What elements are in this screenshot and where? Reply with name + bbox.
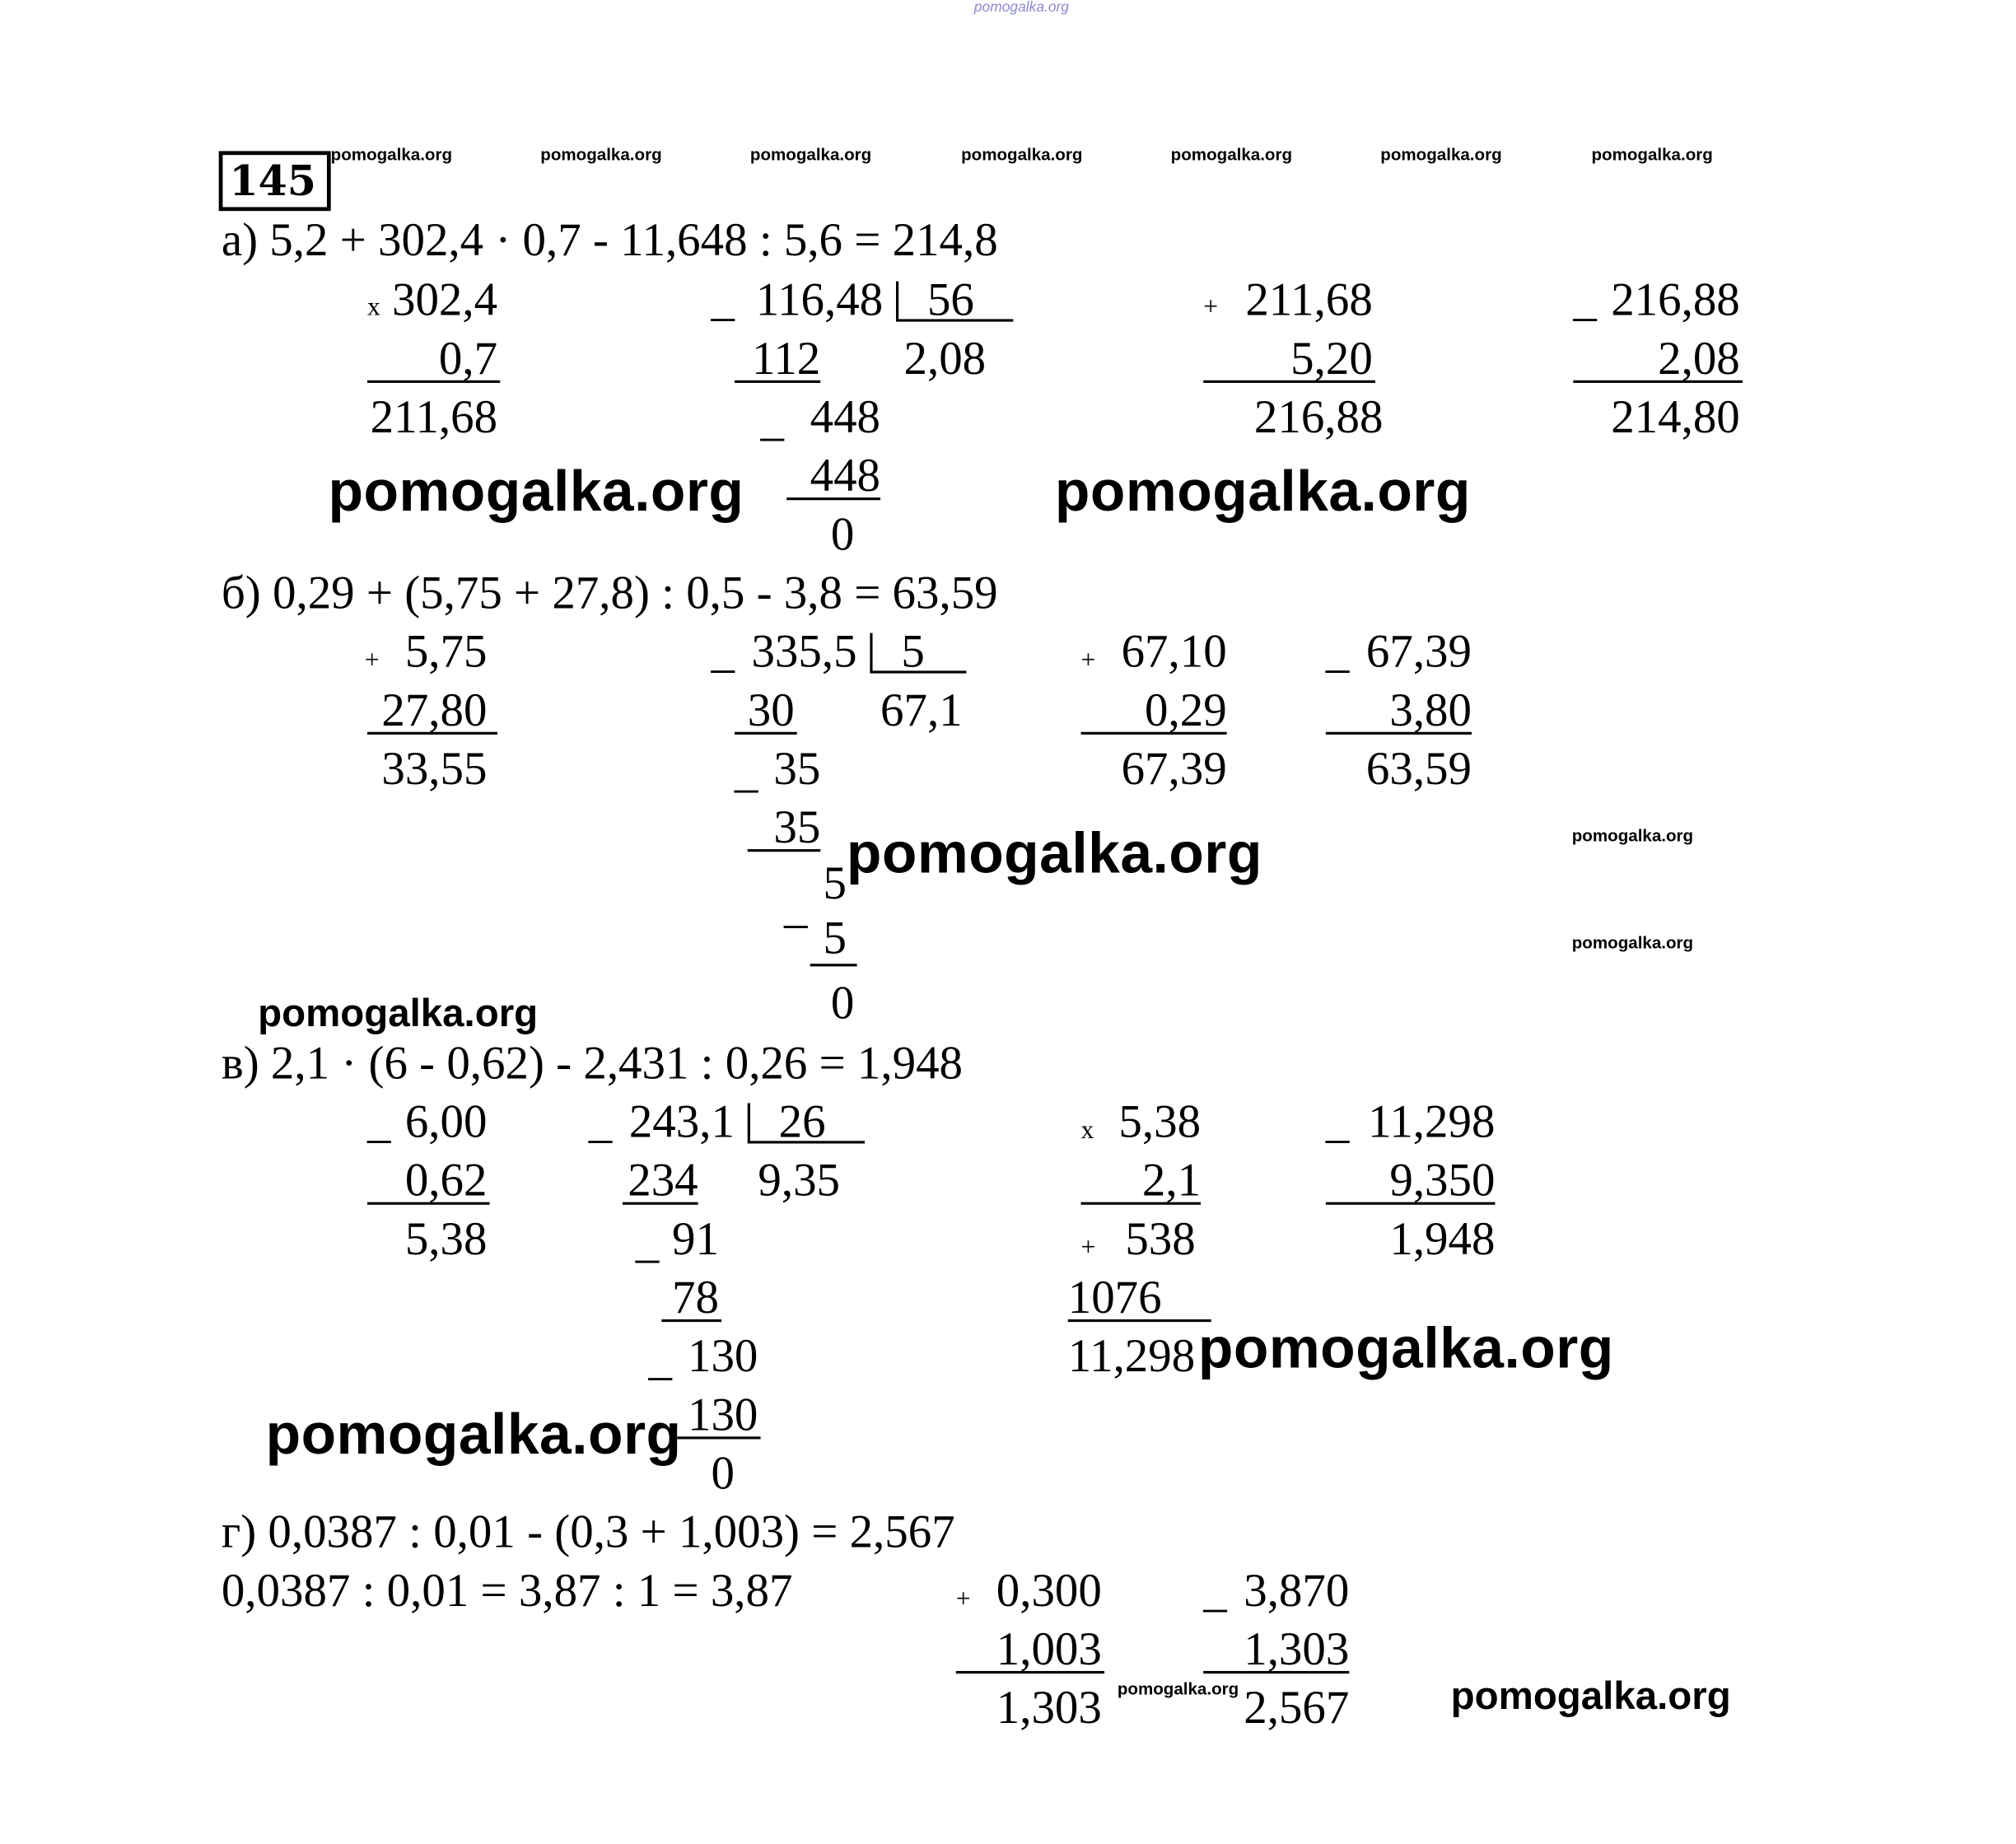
difference: 214,80 (1611, 390, 1740, 443)
subtrahend: 1,303 (1244, 1622, 1350, 1675)
plus-sign: + (1080, 646, 1096, 675)
divisor-line (870, 670, 966, 673)
subtraction-line (735, 380, 820, 383)
minus-sign: _ (1325, 1095, 1350, 1148)
quotient: 67,1 (880, 684, 963, 736)
watermark: pomogalka.org (328, 460, 744, 524)
sum: 33,55 (381, 742, 488, 795)
dividend: 243,1 (628, 1095, 735, 1148)
division-bar (748, 1103, 750, 1141)
minus-sign: _ (760, 393, 785, 446)
result-line (1326, 732, 1472, 735)
subtrahend: 448 (810, 449, 881, 502)
difference: 63,59 (1365, 742, 1472, 795)
dividend: 335,5 (751, 625, 857, 678)
addend: 67,10 (1121, 625, 1227, 678)
difference: 1,948 (1389, 1212, 1496, 1265)
divisor: 26 (778, 1095, 826, 1148)
minus-sign: _ (1573, 273, 1597, 326)
difference: 5,38 (404, 1212, 488, 1265)
addend: 211,68 (1245, 273, 1373, 326)
quotient: 9,35 (758, 1154, 841, 1207)
remainder: 91 (672, 1212, 719, 1265)
minus-sign: _ (734, 745, 758, 797)
watermark: pomogalka.org (258, 992, 539, 1036)
header-watermark: pomogalka.org (973, 0, 1069, 16)
addend: 0,300 (996, 1564, 1102, 1617)
final-remainder: 0 (830, 977, 855, 1029)
partial-product: 1076 (1067, 1271, 1162, 1323)
plus-sign: + (955, 1585, 971, 1614)
addend: 27,80 (381, 684, 488, 736)
difference: 2,567 (1244, 1681, 1350, 1734)
dividend: 116,48 (755, 273, 884, 326)
minus-sign: _ (366, 1095, 391, 1148)
subtrahend: 112 (751, 332, 821, 385)
minus-sign: _ (635, 1215, 660, 1267)
result-line (1573, 380, 1743, 383)
watermark: pomogalka.org (1591, 144, 1713, 165)
watermark: pomogalka.org (961, 144, 1083, 165)
minus-sign: _ (711, 273, 735, 326)
remainder: 130 (687, 1329, 758, 1382)
result-line (367, 1202, 490, 1205)
division-bar (870, 633, 872, 672)
minus-sign: _ (711, 625, 735, 678)
minuend: 216,88 (1611, 273, 1740, 326)
partial-product: 538 (1125, 1212, 1196, 1265)
result-line (367, 732, 497, 735)
plus-sign: + (1203, 292, 1219, 322)
multiplier: 2,1 (1141, 1154, 1202, 1207)
equation-b: б) 0,29 + (5,75 + 27,8) : 0,5 - 3,8 = 63,59 (221, 566, 998, 619)
minus-sign: _ (648, 1332, 673, 1385)
divisor-line (896, 319, 1013, 321)
final-remainder: 0 (830, 507, 855, 561)
divisor: 56 (926, 273, 974, 326)
remainder: 5 (823, 857, 847, 909)
result-line (1326, 1202, 1496, 1205)
divisor: 5 (901, 625, 925, 678)
subtrahend: 78 (672, 1271, 719, 1323)
multiplier: 0,7 (438, 332, 498, 385)
watermark: pomogalka.org (1571, 932, 1694, 953)
watermark: pomogalka.org (1197, 1316, 1614, 1381)
watermark: pomogalka.org (749, 144, 872, 165)
result-line (1068, 1319, 1211, 1322)
remainder: 35 (773, 742, 821, 795)
watermark: pomogalka.org (1117, 1678, 1239, 1699)
equation-g: г) 0,0387 : 0,01 - (0,3 + 1,003) = 2,567 (221, 1506, 955, 1558)
mult-sign: x (1080, 1116, 1094, 1146)
watermark: pomogalka.org (1170, 144, 1293, 165)
subtraction-line (735, 732, 797, 735)
plus-sign: + (1080, 1233, 1096, 1263)
subtraction-line (810, 964, 857, 966)
result-line (956, 1671, 1104, 1674)
minuend: 3,870 (1244, 1564, 1350, 1617)
equation-v: в) 2,1 · (6 - 0,62) - 2,431 : 0,26 = 1,948 (221, 1036, 964, 1090)
watermark: pomogalka.org (1054, 460, 1471, 524)
equation-g-step: 0,0387 : 0,01 = 3,87 : 1 = 3,87 (221, 1564, 793, 1617)
minus-sign: _ (784, 880, 808, 933)
watermark: pomogalka.org (265, 1403, 682, 1467)
mult-sign: x (366, 292, 380, 322)
subtrahend: 234 (628, 1154, 698, 1207)
addend: 5,75 (404, 625, 488, 678)
remainder: 448 (810, 390, 881, 443)
minus-sign: _ (1325, 625, 1350, 678)
subtraction-line (623, 1202, 698, 1205)
watermark: pomogalka.org (1450, 1674, 1731, 1718)
addend: 1,003 (996, 1622, 1102, 1675)
watermark: pomogalka.org (540, 144, 662, 165)
sum: 216,88 (1253, 390, 1384, 443)
equation-a: а) 5,2 + 302,4 · 0,7 - 11,648 : 5,6 = 214,8 (221, 213, 998, 266)
subtrahend: 0,62 (404, 1154, 488, 1207)
addend: 5,20 (1290, 332, 1373, 385)
result-line (1203, 1671, 1349, 1674)
multiplicand: 5,38 (1118, 1095, 1202, 1148)
minus-sign: _ (588, 1095, 613, 1148)
subtrahend: 5 (823, 911, 847, 964)
subtrahend: 3,80 (1389, 684, 1472, 736)
watermark: pomogalka.org (1380, 144, 1502, 165)
addend: 0,29 (1145, 684, 1227, 736)
minus-sign: _ (1203, 1564, 1227, 1617)
minuend: 67,39 (1365, 625, 1472, 678)
subtrahend: 130 (687, 1388, 758, 1441)
watermark: pomogalka.org (330, 144, 453, 165)
subtrahend: 35 (773, 801, 821, 853)
watermark: pomogalka.org (1571, 825, 1694, 846)
task-number: 145 (229, 156, 316, 206)
watermark: pomogalka.org (846, 821, 1262, 886)
divisor-line (748, 1141, 865, 1143)
result-line (1081, 1202, 1201, 1205)
subtrahend: 9,350 (1389, 1154, 1496, 1207)
sum: 67,39 (1121, 742, 1227, 795)
multiplicand: 302,4 (392, 273, 498, 326)
subtraction-line (786, 497, 880, 500)
sum: 1,303 (996, 1681, 1102, 1734)
result-line (1203, 380, 1375, 383)
subtraction-line (677, 1436, 760, 1439)
minuend: 11,298 (1367, 1095, 1496, 1148)
quotient: 2,08 (903, 332, 987, 385)
subtrahend: 30 (747, 684, 795, 736)
subtraction-line (748, 849, 821, 852)
result-line (1081, 732, 1227, 735)
final-remainder: 0 (711, 1446, 735, 1500)
minuend: 6,00 (404, 1095, 488, 1148)
result-line (367, 380, 500, 383)
subtraction-line (661, 1319, 721, 1322)
product: 11,298 (1067, 1329, 1196, 1382)
division-bar (896, 282, 898, 320)
plus-sign: + (364, 646, 380, 675)
product: 211,68 (370, 390, 498, 443)
subtrahend: 2,08 (1658, 332, 1740, 385)
